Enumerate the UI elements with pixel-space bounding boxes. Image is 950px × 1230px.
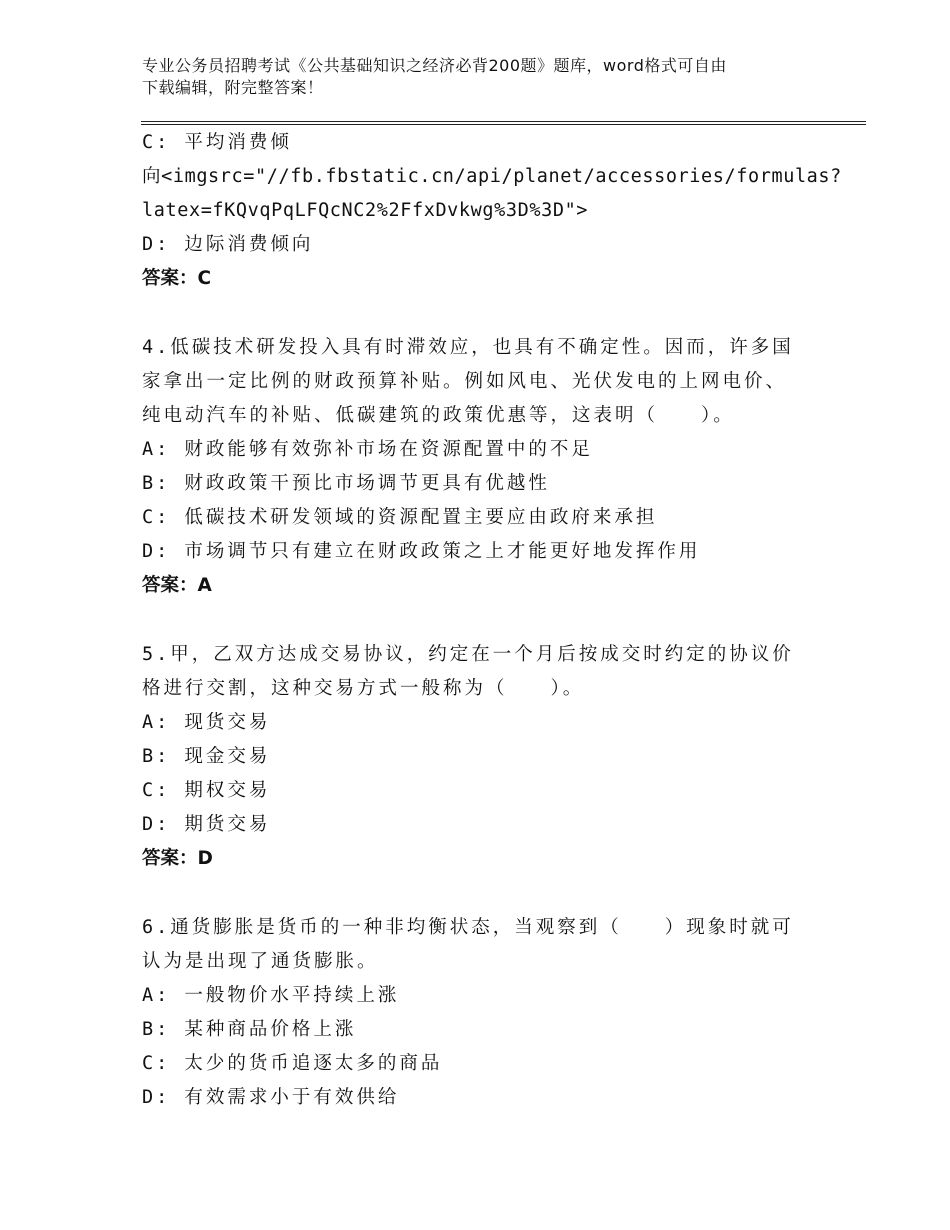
question-list [142,126,842,1115]
q4-answer: 答案：A [142,575,212,596]
q6-option-a: A: 一般物价水平持续上涨 [142,985,400,1006]
q5-option-a: A: 现货交易 [142,712,271,733]
q4-option-b: B: 财政政策干预比市场调节更具有优越性 [142,473,550,494]
header-line-2: 下载编辑，附完整答案！ [142,78,324,97]
spacer [142,296,842,331]
q5-option-d: D: 期货交易 [142,814,271,835]
q5-answer: 答案：D [142,848,213,869]
spacer [142,876,842,911]
q5-stem-line-1: 5.甲，乙双方达成交易协议，约定在一个月后按成交时约定的协议价 [142,644,794,665]
q6-option-c: C: 太少的货币追逐太多的商品 [142,1053,443,1074]
q5-option-c: C: 期权交易 [142,780,271,801]
question-4 [142,331,842,603]
header-divider-top [141,121,866,122]
q3-option-d: D: 边际消费倾向 [142,234,314,255]
question-6 [142,911,842,1115]
header-divider-bottom [141,124,866,125]
q3-answer: 答案：C [142,268,212,289]
q3-option-c-cont-2: latex=fKQvqPqLFQcNC2%2FfxDvkwg%3D%3D"> [142,200,589,221]
q5-option-b: B: 现金交易 [142,746,271,767]
q6-stem-line-1: 6.通货膨胀是货币的一种非均衡状态，当观察到（ ）现象时就可 [142,917,794,938]
q4-stem-line-1: 4.低碳技术研发投入具有时滞效应，也具有不确定性。因而，许多国 [142,337,794,358]
q5-stem-line-2: 格进行交割，这种交易方式一般称为（ ）。 [142,678,585,699]
q6-option-d: D: 有效需求小于有效供给 [142,1087,400,1108]
q4-option-c: C: 低碳技术研发领域的资源配置主要应由政府来承担 [142,507,658,528]
document-header [142,55,822,99]
header-line-1: 专业公务员招聘考试《公共基础知识之经济必背200题》题库，word格式可自由 [142,56,727,75]
question-5 [142,638,842,876]
q4-stem-line-2: 家拿出一定比例的财政预算补贴。例如风电、光伏发电的上网电价、 [142,371,788,392]
q4-option-a: A: 财政能够有效弥补市场在资源配置中的不足 [142,439,593,460]
question-3-tail [142,126,842,296]
q3-option-c: C: 平均消费倾 [142,132,292,153]
spacer [142,603,842,638]
q3-option-c-cont-1: 向<imgsrc="//fb.fbstatic.cn/api/planet/accessories/formulas? [142,166,842,187]
q6-stem-line-2: 认为是出现了通货膨胀。 [142,951,379,972]
q6-option-b: B: 某种商品价格上涨 [142,1019,357,1040]
q4-stem-line-3: 纯电动汽车的补贴、低碳建筑的政策优惠等，这表明（ ）。 [142,405,735,426]
q4-option-d: D: 市场调节只有建立在财政政策之上才能更好地发挥作用 [142,541,701,562]
